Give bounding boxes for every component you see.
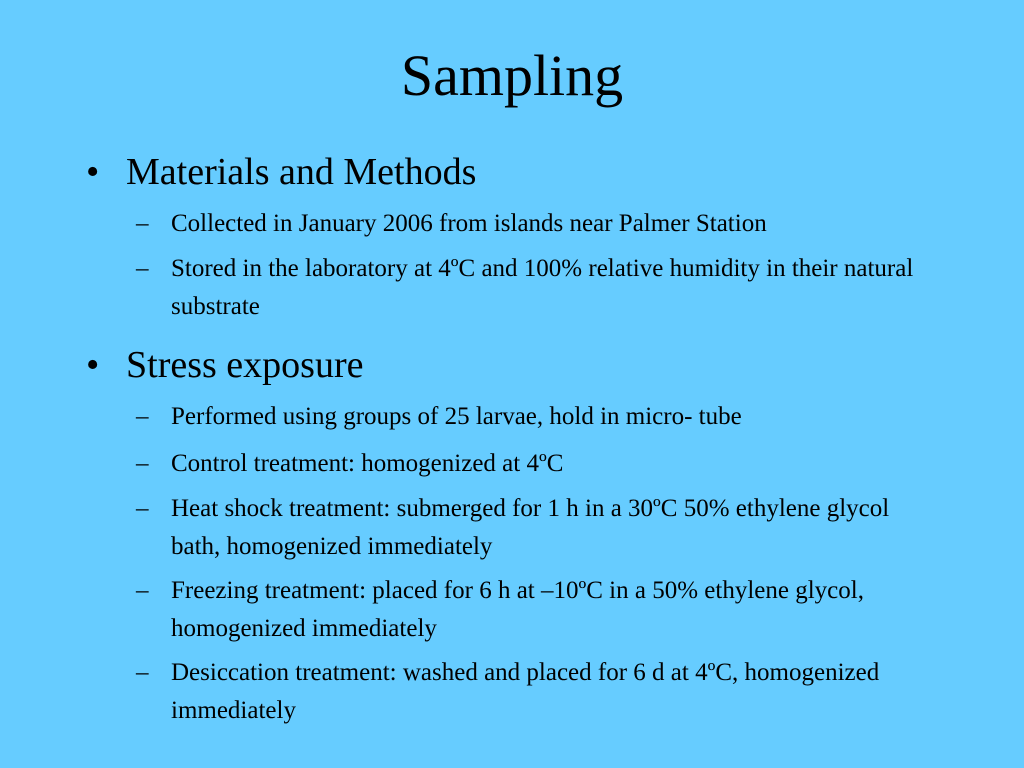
bullet-glyph: • <box>86 151 100 193</box>
sub-bullet-text: Performed using groups of 25 larvae, hold in micro- tube <box>171 403 742 430</box>
bullet-heading: Stress exposure <box>126 344 364 386</box>
dash-glyph: – <box>136 210 149 237</box>
sub-bullet-freezing <box>136 572 936 648</box>
sub-bullet-stored <box>136 250 936 326</box>
sub-bullet-heat-shock <box>136 490 936 566</box>
dash-glyph: – <box>136 659 149 686</box>
sub-bullet-control <box>136 445 936 483</box>
sub-bullet-text: Control treatment: homogenized at 4ºC <box>171 450 564 477</box>
dash-glyph: – <box>136 403 149 430</box>
sub-bullet-performed <box>136 398 936 436</box>
sub-bullet-collected <box>136 205 936 243</box>
sub-bullet-desiccation <box>136 654 936 730</box>
dash-glyph: – <box>136 495 149 522</box>
dash-glyph: – <box>136 577 149 604</box>
sub-bullet-text: Stored in the laboratory at 4ºC and 100% relative humidity in their natural substrate <box>171 255 914 320</box>
sub-bullet-text: Desiccation treatment: washed and placed for 6 d at 4ºC, homogenized immediately <box>171 659 880 724</box>
sub-bullet-text: Freezing treatment: placed for 6 h at –10ºC in a 50% ethylene glycol, homogenized immediately <box>171 577 864 642</box>
bullet-glyph: • <box>86 344 100 386</box>
dash-glyph: – <box>136 450 149 477</box>
sub-bullet-text: Heat shock treatment: submerged for 1 h in a 30ºC 50% ethylene glycol bath, homogenized immediately <box>171 495 890 560</box>
bullet-heading: Materials and Methods <box>126 151 477 193</box>
dash-glyph: – <box>136 255 149 282</box>
slide-title: Sampling <box>400 43 624 108</box>
sub-bullet-text: Collected in January 2006 from islands near Palmer Station <box>171 210 767 237</box>
